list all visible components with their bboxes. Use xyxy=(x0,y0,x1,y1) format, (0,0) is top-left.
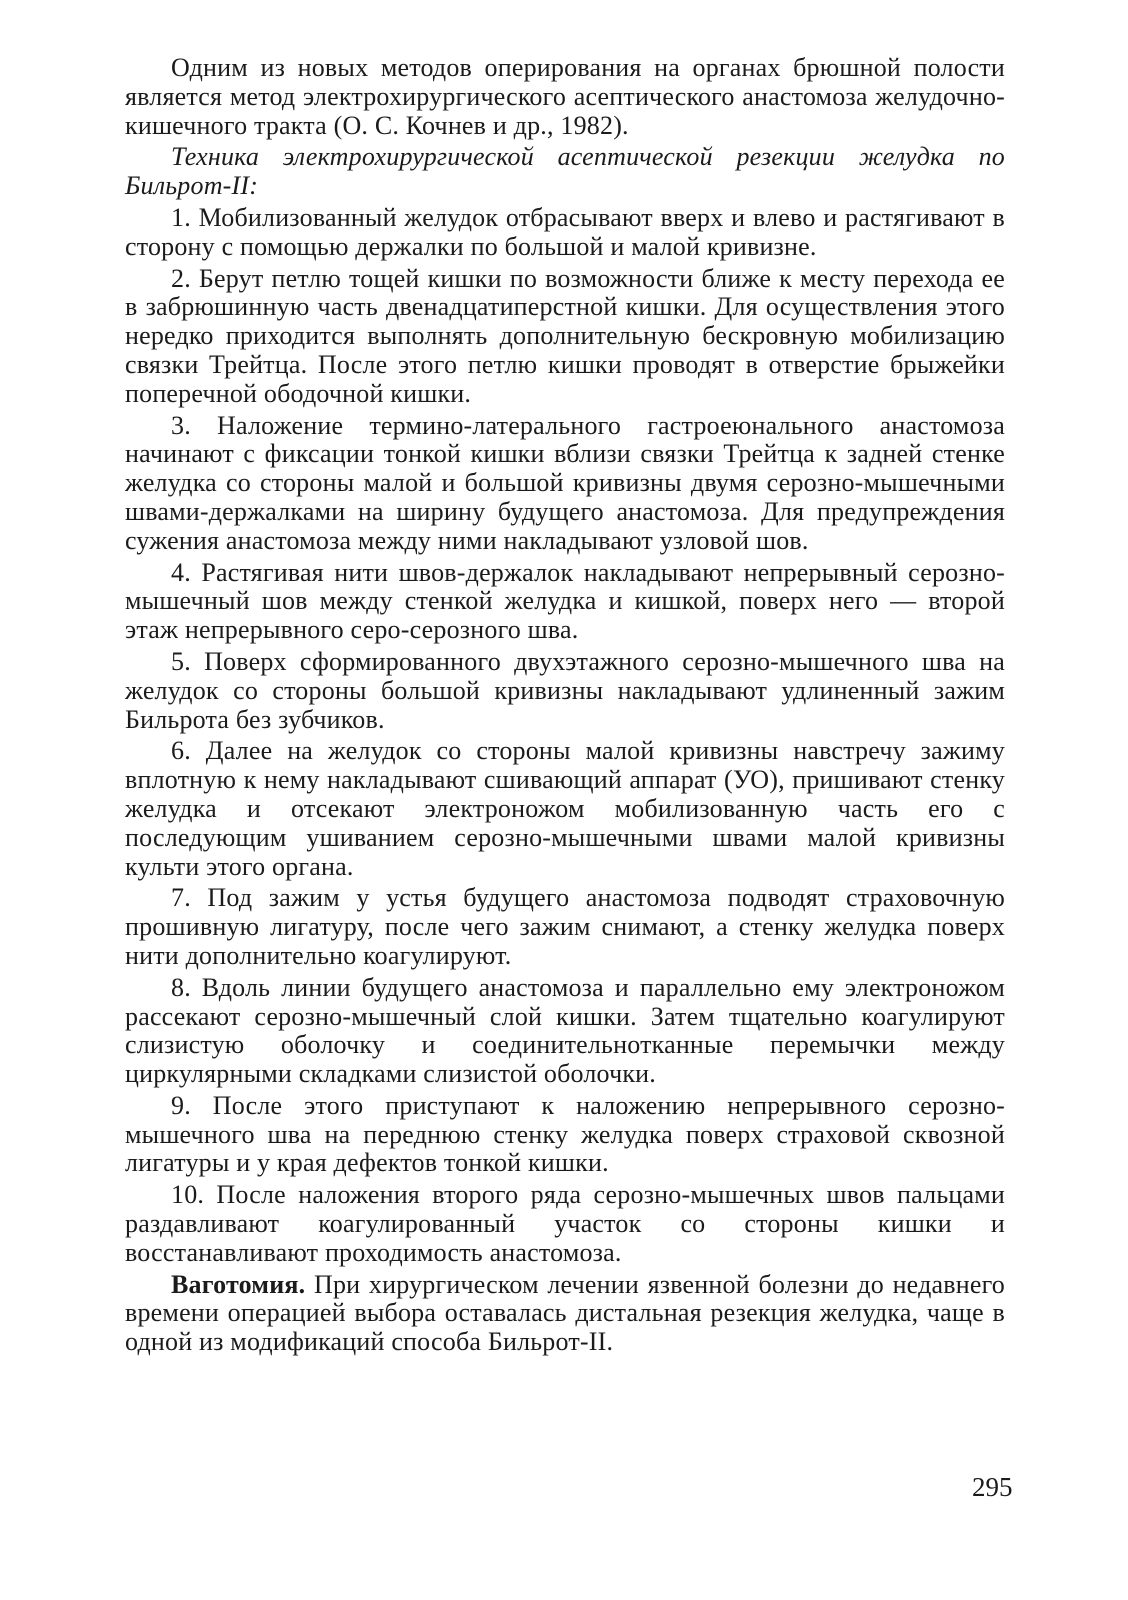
vagotomy-text: При хирургическом лечении язвенной болезни до недавнего времени операцией выбора оставалась дистальная резекция желудка, чаще в одной из модификаций способа Бильрот-II. xyxy=(125,1269,1005,1357)
step-9: 9. После этого приступают к наложению непрерывного серозно-мышечного шва на переднюю стенку желудка поверх страховой сквозной лигатуры и у края дефектов тонкой кишки. xyxy=(125,1090,1005,1178)
intro-paragraph: Одним из новых методов оперирования на органах брюшной полости является метод электрохирургического асептического анастомоза желудочно-кишечного тракта (О. С. Кочнев и др., 1982). xyxy=(125,53,1005,140)
step-7: 7. Под зажим у устья будущего анастомоза подводят страховочную прошивную лигатуру, после чего зажим снимают, а стенку желудка поверх нити дополнительно коагулируют. xyxy=(125,883,1005,970)
step-6: 6. Далее на желудок со стороны малой кривизны навстречу зажиму вплотную к нему накладывают сшивающий аппарат (УО), пришивают стенку желудка и отсекают электроножом мобилизованную часть его с последующим ушиванием серозно-мышечными швами малой кривизны культи этого органа. xyxy=(125,736,1005,881)
step-3: 3. Наложение термино-латерального гастроеюнального анастомоза начинают с фиксации тонкой кишки вблизи связки Трейтца к задней стенке желудка со стороны малой и большой кривизны двумя серозно-мышечными швами-держалками на ширину будущего анастомоза. Для предупреждения сужения анастомоза между ними накладывают узловой шов. xyxy=(125,410,1005,555)
vagotomy-paragraph xyxy=(125,1271,1005,1357)
step-10: 10. После наложения второго ряда серозно-мышечных швов пальцами раздавливают коагулированный участок со стороны кишки и восстанавливают проходимость анастомоза. xyxy=(125,1180,1005,1267)
step-5: 5. Поверх сформированного двухэтажного серозно-мышечного шва на желудок со стороны большой кривизны накладывают удлиненный зажим Бильрота без зубчиков. xyxy=(125,646,1005,734)
page-number: 295 xyxy=(972,1472,1013,1502)
step-1: 1. Мобилизованный желудок отбрасывают вверх и влево и растягивают в сторону с помощью держалки по большой и малой кривизне. xyxy=(125,202,1005,261)
step-2: 2. Берут петлю тощей кишки по возможности ближе к месту перехода ее в забрюшинную часть двенадцатиперстной кишки. Для осуществления этого нередко приходится выполнять дополнительную бескровную мобилизацию связки Трейтца. После этого петлю кишки проводят в отверстие брыжейки поперечной ободочной кишки. xyxy=(125,263,1005,408)
step-4: 4. Растягивая нити швов-держалок накладывают непрерывный серозно-мышечный шов между стенкой желудка и кишкой, поверх него — второй этаж непрерывного серо-серозного шва. xyxy=(125,557,1005,645)
vagotomy-term: Ваготомия. xyxy=(171,1269,306,1299)
page-body xyxy=(125,54,1005,1360)
technique-heading: Техника электрохирургической асептической резекции желудка по Бильрот-II: xyxy=(125,142,1005,201)
step-8: 8. Вдоль линии будущего анастомоза и параллельно ему электроножом рассекают серозно-мышечный слой кишки. Затем тщательно коагулируют слизистую оболочку и соединительнотканные перемычки между циркулярными складками слизистой оболочки. xyxy=(125,972,1005,1089)
